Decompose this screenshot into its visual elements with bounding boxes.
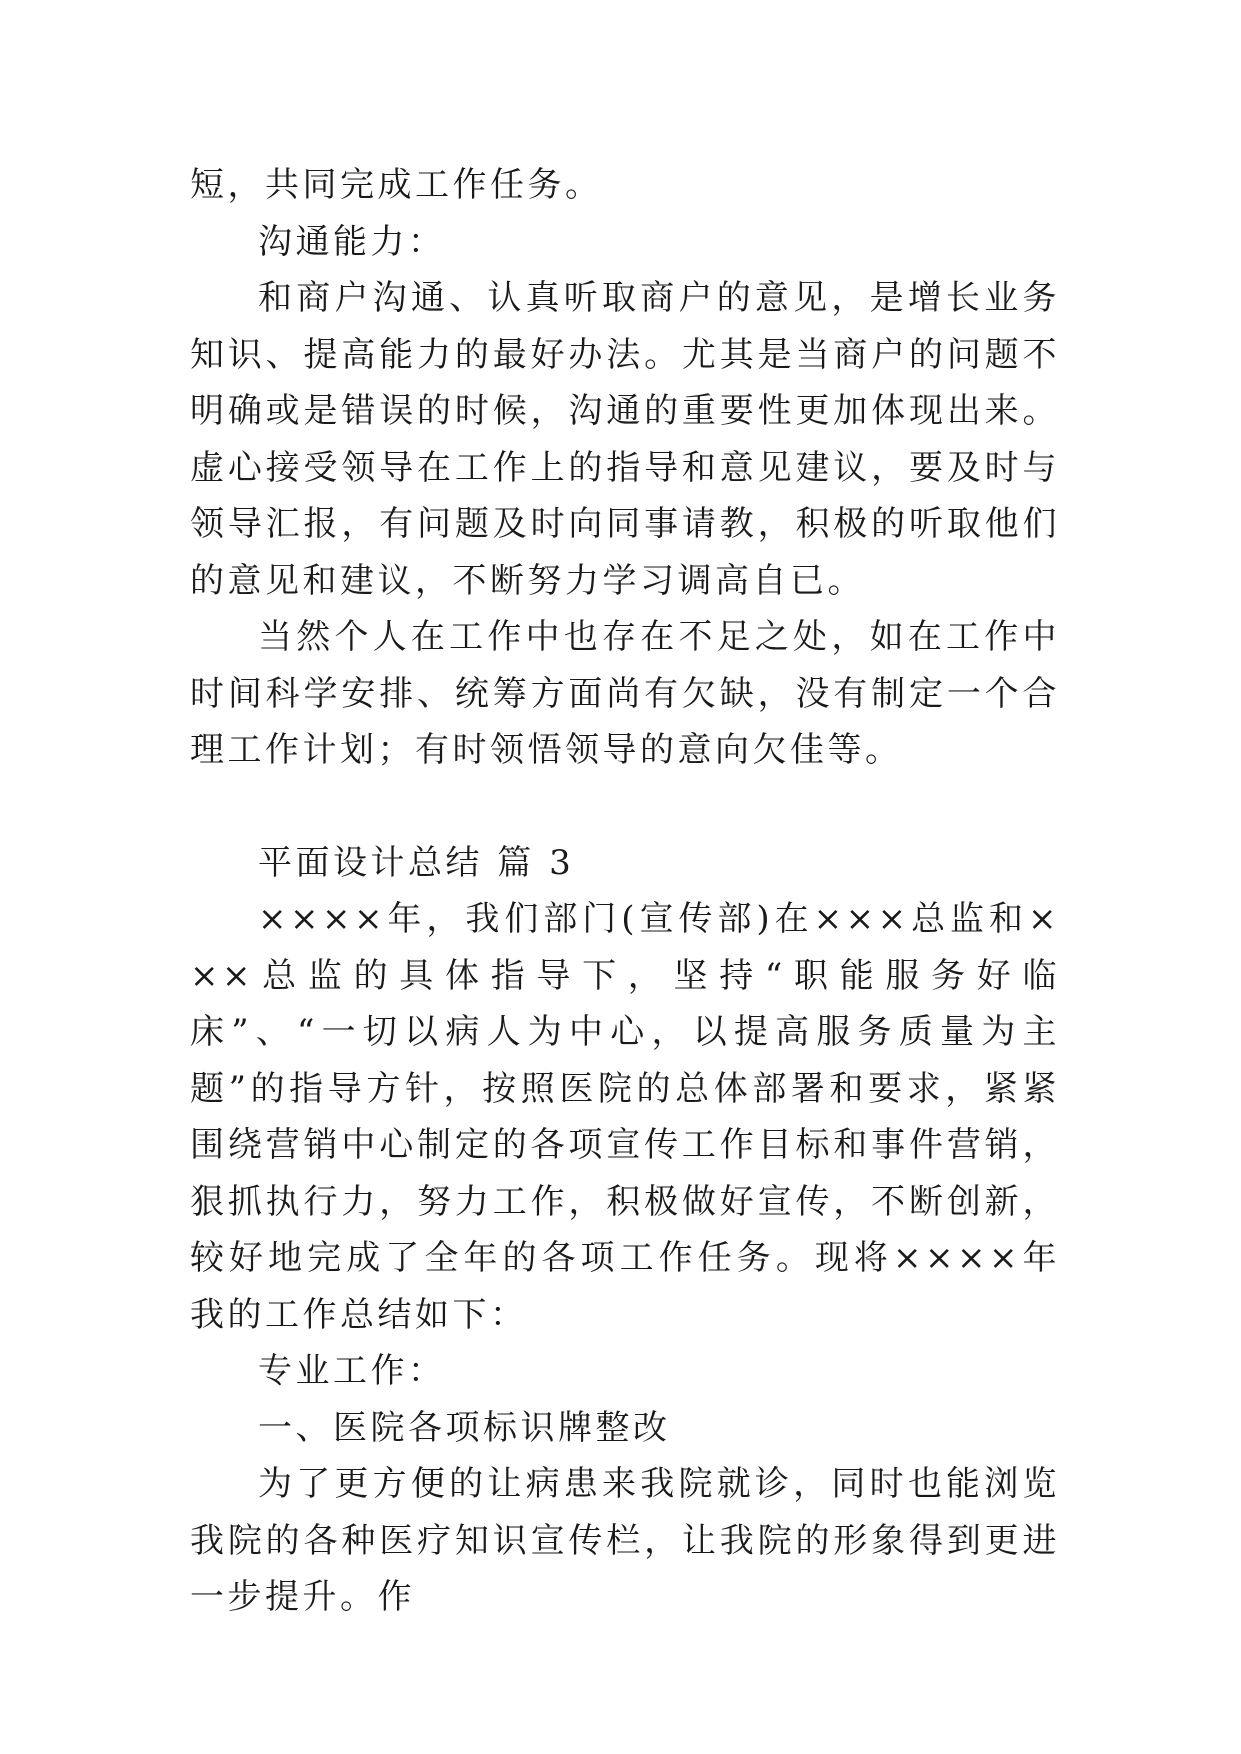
paragraph-communication: 和商户沟通、认真听取商户的意见，是增长业务知识、提高能力的最好办法。尤其是当商户的问题不明确或是错误的时候，沟通的重要性更加体现出来。虚心接受领导在工作上的指导和意见建议，要及时与领导汇报，有问题及时向同事请教，积极的听取他们的意见和建议，不断努力学习调高自已。 bbox=[190, 278, 1060, 601]
section-spacer bbox=[190, 779, 1060, 835]
paragraph-heading-professional: 专业工作： bbox=[258, 1351, 446, 1391]
paragraph-heading-signage: 一、医院各项标识牌整改 bbox=[258, 1407, 671, 1448]
document-body bbox=[190, 157, 1060, 1626]
paragraph-signage: 为了更方便的让病患来我院就诊，同时也能浏览我院的各种医疗知识宣传栏，让我院的形象得到更进一步提升。作 bbox=[190, 1464, 1060, 1617]
paragraph-continuation: 短，共同完成工作任务。 bbox=[190, 165, 603, 205]
paragraph-intro: ××××年，我们部门(宣传部)在×××总监和×××总监的具体指导下，坚持“职能服务好临床”、“一切以病人为中心，以提高服务质量为主题”的指导方针，按照医院的总体部署和要求，紧紧围绕营销中心制定的各项宣传工作目标和事件营销，狠抓执行力，努力工作，积极做好宣传，不断创新，较好地完成了全年的各项工作任务。现将××××年我的工作总结如下： bbox=[190, 899, 1060, 1335]
paragraph-shortcomings: 当然个人在工作中也存在不足之处，如在工作中时间科学安排、统筹方面尚有欠缺，没有制定一个合理工作计划；有时领悟领导的意向欠佳等。 bbox=[190, 617, 1060, 770]
paragraph-heading-communication: 沟通能力： bbox=[258, 221, 446, 262]
section-title: 平面设计总结 篇 3 bbox=[258, 842, 575, 883]
